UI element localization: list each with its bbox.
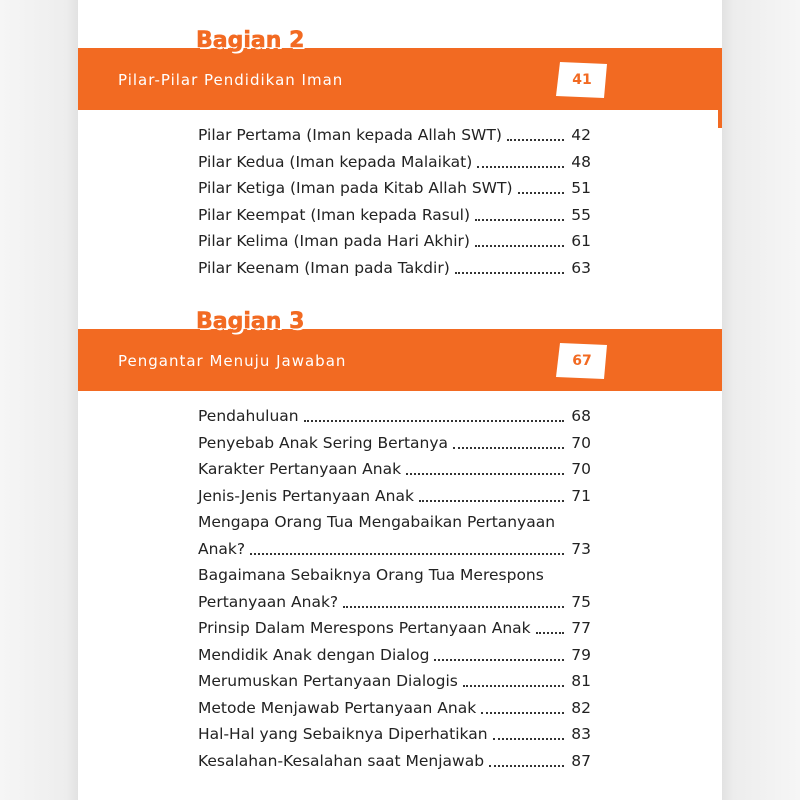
toc-entry-page: 70 [571, 460, 591, 478]
toc-entry-page: 83 [571, 725, 591, 743]
dot-leader [481, 712, 564, 714]
toc-entry[interactable] [198, 483, 591, 510]
toc-entry[interactable] [198, 202, 591, 229]
toc-entry[interactable] [198, 122, 591, 149]
section-heading-2: Bagian 2 [196, 28, 305, 53]
toc-entry-label: Mendidik Anak dengan Dialog [198, 645, 430, 664]
toc-entry-label: Metode Menjawab Pertanyaan Anak [198, 698, 477, 717]
toc-entry-label: Karakter Pertanyaan Anak [198, 460, 402, 478]
toc-entry-page: 42 [571, 126, 591, 144]
toc-entry-label: Prinsip Dalam Merespons Pertanyaan Anak [198, 619, 531, 637]
dot-leader [475, 219, 564, 221]
toc-entry-label: Jenis-Jenis Pertanyaan Anak [198, 486, 414, 505]
toc-entry-page: 70 [571, 433, 591, 452]
toc-entry-label: Pilar Kedua (Iman kepada Malaikat) [198, 152, 473, 171]
toc-entry[interactable] [198, 668, 591, 695]
toc-entry-page: 68 [571, 407, 591, 425]
toc-entry-label: Pilar Kelima (Iman pada Hari Akhir) [198, 232, 470, 250]
toc-entry-page: 87 [571, 751, 591, 770]
toc-entry[interactable] [198, 430, 591, 457]
toc-entry-page: 77 [571, 619, 591, 637]
section-page-tab-3[interactable] [555, 341, 609, 381]
left-margin-shadow [0, 0, 78, 800]
dot-leader [343, 606, 564, 608]
dot-leader [536, 632, 564, 634]
toc-entry-page: 75 [571, 592, 591, 611]
toc-entry-label: Pertanyaan Anak? [198, 592, 339, 611]
toc-entry[interactable] [198, 536, 591, 563]
toc-entry[interactable] [198, 589, 591, 616]
toc-entry-label: Pilar Keempat (Iman kepada Rasul) [198, 205, 471, 224]
toc-entry-label: Kesalahan-Kesalahan saat Menjawab [198, 751, 485, 770]
toc-entry-page: 55 [571, 205, 591, 224]
section-page-number-3: 67 [572, 353, 592, 369]
toc-entry[interactable] [198, 642, 591, 669]
page-edge-strip [718, 48, 722, 128]
dot-leader [493, 738, 564, 740]
dot-leader [434, 659, 564, 661]
section-heading-3: Bagian 3 [196, 309, 305, 334]
toc-list-2 [198, 122, 591, 281]
toc-entry-page: 71 [571, 486, 591, 505]
toc-entry[interactable] [198, 255, 591, 282]
dot-leader [475, 245, 564, 247]
toc-entry-page: 61 [571, 232, 591, 250]
dot-leader [250, 553, 564, 555]
toc-entry[interactable] [198, 149, 591, 176]
toc-entry[interactable] [198, 695, 591, 722]
toc-entry-label-line1: Bagaimana Sebaiknya Orang Tua Merespons [198, 566, 544, 584]
toc-entry[interactable] [198, 456, 591, 483]
toc-entry-page: 51 [571, 179, 591, 197]
dot-leader [453, 447, 564, 449]
toc-entry-label: Pilar Ketiga (Iman pada Kitab Allah SWT) [198, 179, 513, 197]
toc-entry-page: 48 [571, 152, 591, 171]
dot-leader [406, 473, 564, 475]
toc-entry-label: Merumuskan Pertanyaan Dialogis [198, 672, 458, 690]
toc-list-3 [198, 403, 591, 774]
toc-entry[interactable] [198, 403, 591, 430]
section-subtitle-2: Pilar-Pilar Pendidikan Iman [118, 71, 344, 89]
toc-entry-page: 73 [571, 539, 591, 558]
toc-entry-label: Pendahuluan [198, 407, 299, 425]
toc-entry[interactable] [198, 228, 591, 255]
toc-entry-label-line1: Mengapa Orang Tua Mengabaikan Pertanyaan [198, 513, 556, 531]
dot-leader [518, 192, 564, 194]
section-subtitle-3: Pengantar Menuju Jawaban [118, 352, 347, 370]
right-margin-shadow [722, 0, 800, 800]
toc-entry-page: 63 [571, 258, 591, 277]
section-page-number-2: 41 [572, 72, 592, 88]
toc-entry-page: 79 [571, 645, 591, 664]
toc-entry[interactable] [198, 615, 591, 642]
section-page-tab-2[interactable] [555, 60, 609, 100]
dot-leader [507, 139, 564, 141]
dot-leader [463, 685, 564, 687]
toc-entry-label: Anak? [198, 539, 246, 558]
toc-entry-label: Hal-Hal yang Sebaiknya Diperhatikan [198, 725, 488, 743]
toc-entry-label: Penyebab Anak Sering Bertanya [198, 433, 449, 452]
toc-entry-page: 81 [571, 672, 591, 690]
toc-entry[interactable] [198, 748, 591, 775]
dot-leader [489, 765, 564, 767]
dot-leader [304, 420, 564, 422]
toc-entry[interactable] [198, 721, 591, 748]
dot-leader [455, 272, 564, 274]
toc-entry-label: Pilar Keenam (Iman pada Takdir) [198, 258, 450, 277]
toc-entry-label: Pilar Pertama (Iman kepada Allah SWT) [198, 126, 502, 144]
dot-leader [419, 500, 564, 502]
toc-entry[interactable] [198, 175, 591, 202]
toc-entry-page: 82 [571, 698, 591, 717]
dot-leader [477, 166, 564, 168]
